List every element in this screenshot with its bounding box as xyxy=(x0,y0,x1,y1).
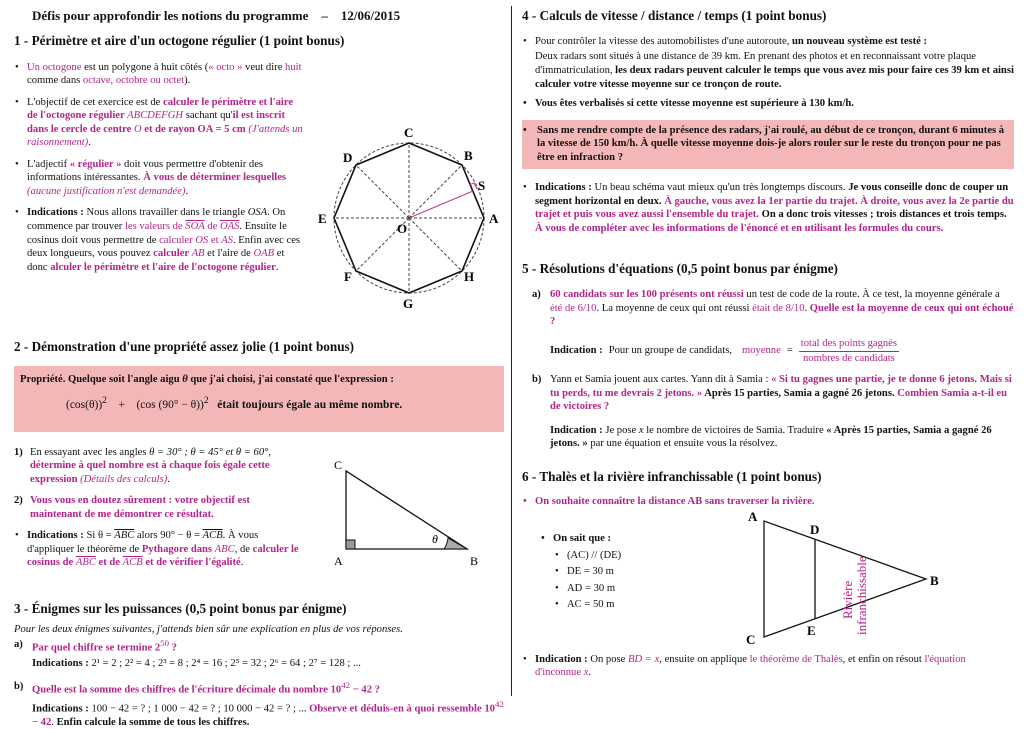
radar-context xyxy=(522,35,1014,91)
text: « Si tu gagnes une partie, je te donne 6 jetons. Mais si tu perds, tu me devrais 2 jetons. » xyxy=(550,374,1012,399)
label-g: G xyxy=(403,295,414,311)
text: OAB xyxy=(253,248,275,260)
label-o: O xyxy=(397,220,408,236)
text: − 42 xyxy=(32,716,52,728)
text: . xyxy=(167,473,170,485)
text: . xyxy=(804,302,810,314)
text: À gauche, vous avez la 1er partie du trajet. À droite, vous avez la 2e partie du trajet et puis vous avez aussi l'ensemble du trajet. xyxy=(535,195,1014,221)
text: . On commence par trouver xyxy=(27,207,286,232)
text: On pose xyxy=(587,653,628,665)
label-b: B xyxy=(470,553,479,568)
text: Nous allons travailler dans le triangle xyxy=(83,207,248,219)
label-c: C xyxy=(746,631,756,647)
property-box xyxy=(14,366,504,432)
right-column xyxy=(522,8,1014,679)
text: Je vous conseille donc de couper un segment horizontal en deux. xyxy=(535,182,1009,207)
section-1-list xyxy=(14,61,306,275)
text: Un beau schéma vaut mieux qu'un très longtemps discours. xyxy=(591,182,849,194)
octagon-definition xyxy=(14,61,306,88)
known-title: • On sait que : xyxy=(540,532,740,546)
text: a) xyxy=(14,639,23,651)
text: , ensuite on applique xyxy=(659,653,750,665)
speed-limit-rule: • Vous êtes verbalisés si cette vitesse moyenne est supérieure à 130 km/h. xyxy=(522,97,1014,111)
text: octave, octobre ou octet xyxy=(82,75,185,87)
equation-b xyxy=(522,373,1014,414)
label-a: A xyxy=(334,553,343,568)
thales-intro: • On souhaite connaître la distance AB sans traverser la rivière. xyxy=(522,495,1014,509)
right-angle-mark xyxy=(346,540,355,549)
text: Pythagore dans xyxy=(141,543,215,555)
text: OA = 5 cm xyxy=(197,123,246,135)
text: et l'aire de xyxy=(204,248,254,260)
text: Après 15 parties, Samia a gagné 26 jetons. xyxy=(702,387,898,399)
text: À vous de compléter avec les informations de l'énoncé et en utilisant les formules du cours. xyxy=(535,222,944,234)
header-dash: – xyxy=(321,8,328,23)
section-4-title: 4 - Calculs de vitesse / distance / temps (1 point bonus) xyxy=(522,8,827,23)
radar-description xyxy=(535,50,1014,91)
text: alors 90° − θ = xyxy=(134,530,203,542)
text: un test de code de la route. À ce test, la moyenne générale a xyxy=(743,289,1000,301)
property-statement xyxy=(20,373,498,387)
text: . Enfin avec ces deux longueurs, vous pouvez xyxy=(27,234,301,260)
text: est un polygone à huit côtés ( xyxy=(81,61,209,73)
text: calculer xyxy=(159,234,196,246)
known-item: • DE = 30 m xyxy=(554,565,740,579)
text: OSA xyxy=(247,207,268,219)
text: (aucune justification n'est demandée) xyxy=(27,185,186,197)
column-divider xyxy=(511,6,512,696)
text: (Détails des calculs) xyxy=(77,473,168,485)
text: Quelque soit l'angle aigu xyxy=(65,373,183,385)
text: b) xyxy=(14,680,24,692)
text: et xyxy=(208,234,222,246)
text: . xyxy=(51,716,57,728)
mean-fraction xyxy=(799,337,899,365)
text: « Après 15 parties, Samia a gagné 26 jetons. » xyxy=(550,424,992,450)
text: le nombre de victoires de Samia. Traduire xyxy=(643,424,827,436)
text: Indication : xyxy=(535,653,588,665)
text: de xyxy=(204,220,220,232)
text: Propriété. xyxy=(20,373,66,385)
text: L'adjectif xyxy=(27,158,70,170)
text: $\overline{SOA}$ xyxy=(185,220,205,232)
known-item: • (AC) // (DE) xyxy=(554,549,740,563)
label-d: D xyxy=(343,149,353,165)
text: et de rayon xyxy=(141,123,198,135)
triangle-abc xyxy=(346,471,467,549)
text: 60 candidats sur les 100 présents ont réussi xyxy=(550,289,744,301)
label-s: S xyxy=(478,177,486,193)
text: Combien Samia a-t-il eu de victoires ? xyxy=(550,387,1008,413)
octagon-figure xyxy=(314,115,514,315)
text: 2¹ = 2 ; 2² = 4 ; 2³ = 8 ; 2⁴ = 16 ; 2⁵ = 32 ; 2⁶ = 64 ; 2⁷ = 128 ; ... xyxy=(88,658,361,670)
text: les deux radars peuvent calculer le temps que vous avez mis pour faire ces 39 km et ainsi calculer votre vitesse moyenne sur ce tronçon de route. xyxy=(535,64,1014,90)
text: θ xyxy=(182,373,188,385)
text: = xyxy=(786,345,793,357)
left-column xyxy=(14,8,504,729)
speed-indications xyxy=(522,181,1014,235)
text: x xyxy=(638,424,644,436)
thales-indication xyxy=(522,653,1014,680)
text: − 42 ? xyxy=(350,684,380,696)
text: Indications : xyxy=(535,182,592,194)
text: total des points gagnés xyxy=(799,337,899,352)
text: ). xyxy=(184,75,191,87)
riddle-a xyxy=(14,638,504,655)
text: le théorème de Thalès xyxy=(749,653,843,665)
segment-os xyxy=(409,191,473,218)
text: AB xyxy=(191,248,205,260)
text: O xyxy=(133,123,142,135)
text: Deux radars sont situés à une distance de 39 km. En prenant des photos et en reconnaissant votre plaque d'immatriculation, xyxy=(535,51,976,76)
text: était toujours égale au même nombre. xyxy=(217,398,403,411)
text: 2 xyxy=(203,395,209,407)
label-c: C xyxy=(404,124,414,140)
text: Quelle est la moyenne de ceux qui ont échoué ? xyxy=(550,302,1014,328)
text: + xyxy=(118,398,125,411)
label-b: B xyxy=(930,572,939,588)
text: BD = x xyxy=(628,653,660,665)
text: été de 6/10 xyxy=(550,302,597,314)
text: $\overline{ABC}$ xyxy=(75,557,96,569)
text: 2) xyxy=(14,495,23,507)
text: était de 8/10 xyxy=(752,302,805,314)
text: 42 xyxy=(494,698,504,709)
speed-problem-box xyxy=(522,120,1014,170)
text: . La moyenne de ceux qui ont réussi xyxy=(596,302,753,314)
text: Indication : xyxy=(550,424,603,436)
section-proof xyxy=(14,339,504,597)
text: On a donc trois vitesses ; trois distances et trois temps. xyxy=(761,209,1007,221)
riddle-a-indications xyxy=(14,657,504,671)
right-triangle-figure xyxy=(332,461,492,571)
header-title: Défis pour approfondir les notions du programme xyxy=(32,8,309,23)
octagon-objective xyxy=(14,96,306,150)
text: il est inscrit dans le cercle de centre xyxy=(27,110,285,135)
text: Je pose xyxy=(602,424,639,436)
question-2 xyxy=(14,494,304,521)
text: Pour un groupe de candidats, xyxy=(608,345,732,357)
text: nombres de candidats xyxy=(803,352,895,364)
text: Yann et Samia jouent aux cartes. Yann dit à Samia : xyxy=(550,374,772,386)
text: 1) xyxy=(14,446,23,458)
text: , de xyxy=(234,543,253,555)
section-octagon xyxy=(14,32,504,311)
text: , et enfin on résout xyxy=(842,653,925,665)
text: a) xyxy=(532,289,541,301)
text: et donc xyxy=(27,248,285,273)
section-5-title: 5 - Résolutions d'équations (0,5 point bonus par énigme) xyxy=(522,261,838,277)
text: θ = 30° ; θ = 45° et θ = 60°, xyxy=(149,446,271,458)
text: ? xyxy=(169,642,177,654)
riddle-b xyxy=(14,680,504,697)
text: Indication : xyxy=(550,345,603,357)
text: les valeurs de xyxy=(124,220,186,232)
text: 100 − 42 = ? ; 1 000 − 42 = ? ; 10 000 − 42 = ? ; ... xyxy=(88,703,310,715)
text: comme dans xyxy=(27,75,83,87)
octagon-regular-hint xyxy=(14,158,306,199)
property-expression xyxy=(66,395,498,413)
label-e: E xyxy=(807,622,816,638)
thales-figure xyxy=(740,511,950,649)
label-d: D xyxy=(810,521,820,537)
octagon-indications xyxy=(14,206,306,274)
header-date: 12/06/2015 xyxy=(340,8,401,23)
powers-intro: Pour les deux énigmes suivantes, j'attends bien sûr une explication en plus de vos réponses. xyxy=(14,623,403,635)
text: OS xyxy=(195,234,209,246)
label-theta: θ xyxy=(432,531,438,546)
text: et de vérifier l'égalité xyxy=(142,557,241,569)
text: x xyxy=(583,667,589,679)
text: AS xyxy=(221,234,233,246)
text: sachant qu' xyxy=(183,110,233,122)
text: 50 xyxy=(160,638,169,649)
text: (cos (90° − θ)) xyxy=(136,398,204,411)
label-b: B xyxy=(464,147,473,163)
equation-a-indication xyxy=(550,337,1014,365)
proof-questions xyxy=(14,446,304,570)
text: À vous de déterminer lesquelles xyxy=(143,172,287,184)
text: que j'ai choisi, j'ai constaté que l'expression : xyxy=(187,373,394,385)
text: calculer le périmètre et l'aire de l'octogone régulier xyxy=(27,96,294,122)
text: b) xyxy=(532,374,542,386)
text: Indications : xyxy=(27,530,84,542)
question-1 xyxy=(14,446,304,487)
river-label-1: Rivière xyxy=(840,580,855,619)
text: L'objectif de cet exercice est de xyxy=(27,96,164,108)
text: ABC xyxy=(214,543,235,555)
label-f: F xyxy=(344,268,352,284)
label-a: A xyxy=(489,210,499,226)
text: $\overline{OAS}$ xyxy=(219,220,240,232)
text: . Ensuite le cosinus doit vous permettre de xyxy=(27,220,287,246)
text: 2 xyxy=(102,395,107,407)
text: En essayant avec les angles xyxy=(30,446,150,458)
text: Observe et déduis-en à quoi ressemble 10 xyxy=(309,703,495,715)
label-a: A xyxy=(748,510,758,524)
section-speed xyxy=(522,8,1014,235)
text: un nouveau système est testé : xyxy=(792,35,928,47)
text: . À vous d'appliquer le théorème de xyxy=(27,530,259,555)
section-thales xyxy=(522,469,1014,679)
proof-indications xyxy=(14,529,304,570)
text: ABCDEFGH xyxy=(127,110,184,122)
text: Indications : xyxy=(32,703,89,715)
text: Pour contrôler la vitesse des automobilistes d'une autoroute, xyxy=(535,35,792,47)
text: veut dire xyxy=(242,61,286,73)
text: Par quel chiffre se termine 2 xyxy=(32,642,161,654)
label-h: H xyxy=(464,268,475,284)
text: alculer le périmètre et l'aire de l'octogone régulier xyxy=(50,261,276,273)
text: . xyxy=(88,137,91,149)
text: « régulier » xyxy=(69,158,122,170)
text: Vous vous en doutez sûrement : votre objectif est maintenant de me démontrer ce résultat. xyxy=(30,495,250,520)
angle-theta-mark xyxy=(444,538,467,549)
text: détermine à quel nombre est à chaque fois égale cette expression xyxy=(30,460,270,485)
speed-problem: • Sans me rendre compte de la présence des radars, j'ai roulé, au début de ce tronçon, durant 6 minutes à la vitesse de 150 km/h. À quelle vitesse moyenne dois-je alors rouler sur le reste du tronçon pour ne pas être en infraction ? xyxy=(522,124,1008,165)
equation-a xyxy=(522,288,1014,329)
text: « octo » xyxy=(208,61,243,73)
river-label-2: infranchissable xyxy=(854,556,869,635)
text: par une équation et ensuite vous la résolvez. xyxy=(587,438,778,450)
text: Indications : xyxy=(27,207,84,219)
equation-b-indication xyxy=(550,424,1014,451)
text: . xyxy=(240,557,244,569)
riddle-b-indications xyxy=(14,699,504,729)
text: Enfin calcule la somme de tous les chiffres. xyxy=(56,716,250,728)
text: calculer le cosinus de xyxy=(27,543,299,569)
text: moyenne xyxy=(741,345,781,357)
text: (J'attends un raisonnement) xyxy=(27,123,303,149)
text: (cos(θ)) xyxy=(66,398,103,411)
text: Indications : xyxy=(32,658,89,670)
section-3-title: 3 - Énigmes sur les puissances (0,5 point bonus par énigme) xyxy=(14,600,347,616)
known-item: • AD = 30 m xyxy=(554,582,740,596)
text: 42 xyxy=(341,679,351,690)
section-6-title: 6 - Thalès et la rivière infranchissable (1 point bonus) xyxy=(522,468,822,484)
text: et de xyxy=(95,557,123,569)
text: $\overline{ACB}$ xyxy=(202,530,223,542)
text: $\overline{ABC}$ xyxy=(114,530,135,542)
section-powers xyxy=(14,601,504,729)
text: . xyxy=(588,667,592,679)
text: Quelle est la somme des chiffres de l'écriture décimale du nombre 10 xyxy=(32,684,342,696)
text: doit vous permettre d'obtenir des informations intéressantes. xyxy=(27,158,264,184)
text: l'équation d'inconnue xyxy=(535,653,966,679)
text: Un octogone xyxy=(27,61,82,73)
text: $\overline{ACB}$ xyxy=(122,557,143,569)
text: huit xyxy=(285,61,302,73)
text: Si θ = xyxy=(83,530,115,542)
label-e: E xyxy=(318,210,327,226)
text: calculer xyxy=(153,248,192,260)
text: . xyxy=(275,261,279,273)
section-2-title: 2 - Démonstration d'une propriété assez jolie (1 point bonus) xyxy=(14,338,355,354)
label-c: C xyxy=(334,460,343,472)
section-1-title: 1 - Périmètre et aire d'un octogone régulier (1 point bonus) xyxy=(14,32,345,48)
text: . xyxy=(185,185,189,197)
page-header xyxy=(32,8,504,25)
known-item: • AC = 50 m xyxy=(554,598,740,612)
section-equations xyxy=(522,261,1014,450)
